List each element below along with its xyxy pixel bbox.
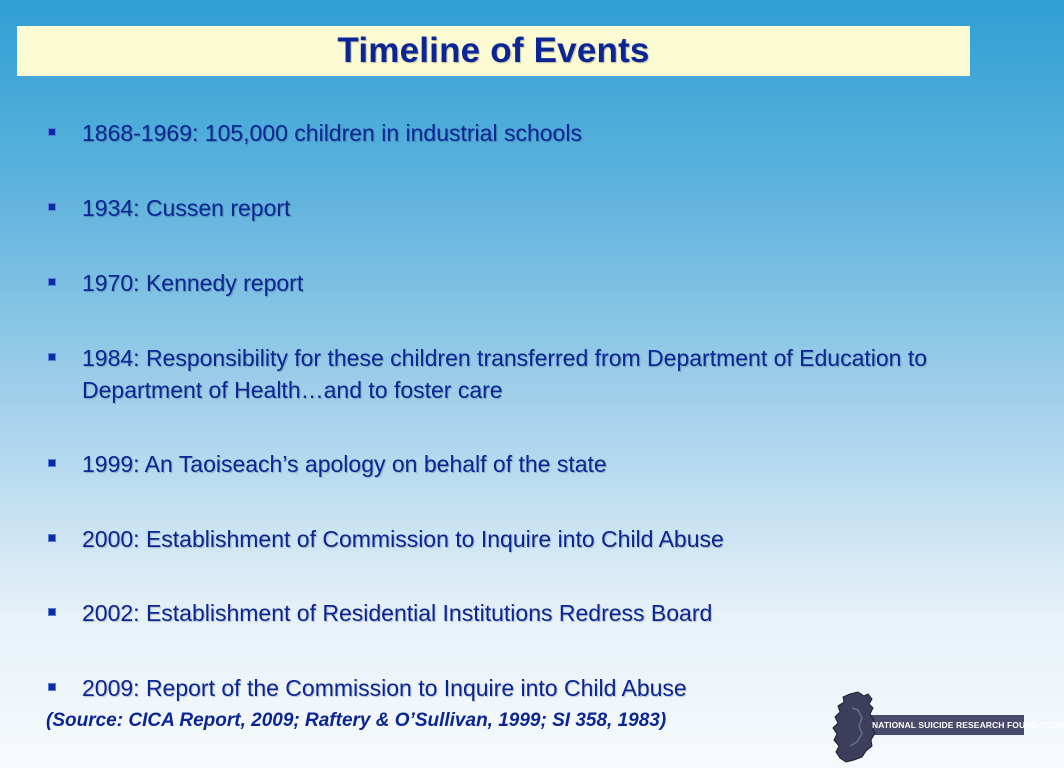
bullet-square-icon [48, 203, 56, 211]
bullet-square-icon [48, 534, 56, 542]
list-item [46, 448, 976, 480]
bullet-text: 1868-1969: 105,000 children in industrial schools [82, 120, 582, 146]
bullet-text: 2002: Establishment of Residential Institutions Redress Board [82, 600, 713, 626]
bullet-square-icon [48, 353, 56, 361]
slide-title: Timeline of Events [337, 31, 650, 70]
bullet-text: 1999: An Taoiseach’s apology on behalf of the state [82, 451, 607, 477]
bullet-text: 1934: Cussen report [82, 195, 291, 221]
bullet-square-icon [48, 683, 56, 691]
list-item [46, 117, 976, 149]
bullet-square-icon [48, 278, 56, 286]
list-item [46, 342, 976, 406]
list-item [46, 267, 976, 299]
bullet-square-icon [48, 128, 56, 136]
bullet-text: 1984: Responsibility for these children transferred from Department of Education to Department of Health…and to foster care [82, 345, 928, 403]
logo-text: NATIONAL SUICIDE RESEARCH FOUNDATION [872, 720, 1064, 730]
source-note: (Source: CICA Report, 2009; Raftery & O’Sullivan, 1999; SI 358, 1983) [46, 710, 667, 731]
bullet-square-icon [48, 459, 56, 467]
bullet-text: 2000: Establishment of Commission to Inquire into Child Abuse [82, 526, 724, 552]
bullet-square-icon [48, 608, 56, 616]
bullet-text: 2009: Report of the Commission to Inquire into Child Abuse [82, 675, 687, 701]
list-item [46, 192, 976, 224]
bullet-text: 1970: Kennedy report [82, 270, 304, 296]
list-item [46, 523, 976, 555]
list-item [46, 597, 976, 629]
nsrf-logo [828, 690, 1064, 766]
